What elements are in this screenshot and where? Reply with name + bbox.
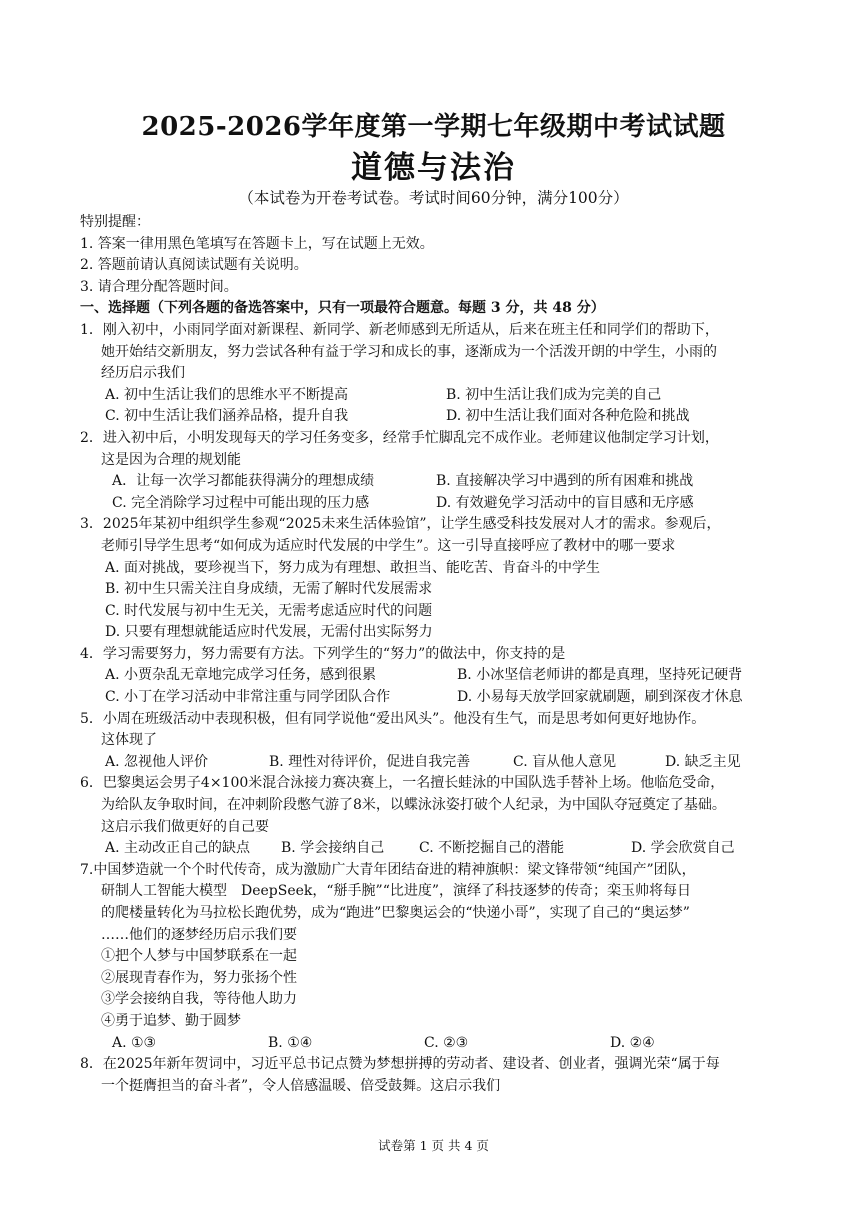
question-4-option-a: A. 小贾杂乱无章地完成学习任务，感到很累: [105, 667, 377, 684]
page-footer: 试卷第 1 页 共 4 页: [378, 1138, 489, 1153]
question-2-line: 2．进入初中后，小明发现每天的学习任务变多，经常手忙脚乱完不成作业。老师建议他制定学习计划，: [80, 429, 719, 446]
question-8-line: 8．在2025年新年贺词中，习近平总书记点赞为梦想拼搏的劳动者、建设者、创业者，强调光荣“属于每: [80, 1056, 720, 1073]
question-1-line: 1．刚入初中，小雨同学面对新课程、新同学、新老师感到无所适从，后来在班主任和同学们的帮助下，: [80, 321, 719, 338]
reminder-heading: 特别提醒：: [80, 214, 150, 230]
question-4-line: 4．学习需要努力，努力需要有方法。下列学生的“努力”的做法中，你支持的是: [80, 645, 566, 662]
question-3-option-b: B. 初中生只需关注自身成绩，无需了解时代发展需求: [105, 581, 433, 598]
question-5-line: 这体现了: [101, 732, 157, 749]
question-6-option-b: B. 学会接纳自己: [281, 840, 385, 857]
question-1-option-b: B. 初中生活让我们成为完美的自己: [446, 386, 662, 403]
question-3-option-d: D. 只要有理想就能适应时代发展，无需付出实际努力: [105, 624, 433, 641]
reminder-item: 3. 请合理分配答题时间。: [80, 278, 238, 295]
question-4-option-d: D. 小易每天放学回家就刷题，刷到深夜才休息: [457, 689, 743, 706]
question-1-line: 她开始结交新朋友，努力尝试各种有益于学习和成长的事，逐渐成为一个活泼开朗的中学生，小雨的: [101, 343, 717, 360]
question-2-option-c: C. 完全消除学习过程中可能出现的压力感: [112, 494, 370, 511]
question-4-option-b: B. 小冰坚信老师讲的都是真理，坚持死记硬背: [457, 667, 743, 684]
question-7-option-c: C. ②③: [424, 1034, 469, 1051]
question-5-option-b: B. 理性对待评价，促进自我完善: [269, 753, 471, 770]
question-6-option-c: C. 不断挖掘自己的潜能: [419, 840, 565, 857]
question-7-line: ……他们的逐梦经历启示我们要: [101, 926, 297, 943]
question-7-statement: ④勇于追梦、勤于圆梦: [101, 1012, 241, 1029]
question-6-line: 6．巴黎奥运会男子4×100米混合泳接力赛决赛上，一名擅长蛙泳的中国队选手替补上场。他临危受命，: [80, 775, 725, 792]
question-6-line: 这启示我们做更好的自己要: [101, 818, 269, 835]
question-7-option-a: A. ①③: [112, 1034, 157, 1051]
question-7-line: 研制人工智能大模型 DeepSeek，“掰手腕”“比进度”，演绎了科技逐梦的传奇；栾玉帅将每日: [101, 883, 692, 900]
section-heading: 一、选择题（下列各题的备选答案中，只有一项最符合题意。每题 3 分，共 48 分）: [80, 300, 605, 317]
reminder-item: 1. 答案一律用黑色笔填写在答题卡上，写在试题上无效。: [80, 235, 434, 252]
question-2-option-d: D. 有效避免学习活动中的盲目感和无序感: [436, 494, 694, 511]
exam-title: 2025-2026学年度第一学期七年级期中考试试题: [141, 112, 726, 142]
reminder-item: 2. 答题前请认真阅读试题有关说明。: [80, 257, 308, 274]
question-7-option-b: B. ①④: [268, 1034, 313, 1051]
question-1-option-d: D. 初中生活让我们面对各种危险和挑战: [446, 408, 690, 425]
exam-content: [80, 212, 800, 1097]
question-6-line: 为给队友争取时间，在冲刺阶段憋气游了8米，以蝶泳泳姿打破个人纪录，为中国队夺冠奠定了基础。: [101, 797, 726, 814]
subject-title: 道德与法治: [351, 150, 516, 186]
question-1-option-a: A. 初中生活让我们的思维水平不断提高: [105, 386, 349, 403]
question-5-option-d: D. 缺乏主见: [665, 753, 741, 770]
question-4-option-c: C. 小丁在学习活动中非常注重与同学团队合作: [105, 689, 391, 706]
question-1-option-c: C. 初中生活让我们涵养品格，提升自我: [105, 408, 349, 425]
question-6-option-d: D. 学会欣赏自己: [631, 840, 735, 857]
question-5-line: 5．小周在班级活动中表现积极，但有同学说他“爱出风头”。他没有生气，而是思考如何更好地协作。: [80, 710, 706, 727]
exam-note: （本试卷为开卷考试卷。考试时间60分钟，满分100分）: [238, 189, 629, 207]
question-7-statement: ②展现青春作为，努力张扬个性: [101, 969, 297, 986]
question-7-statement: ③学会接纳自我，等待他人助力: [101, 991, 297, 1008]
question-7-line: 7.中国梦造就一个个时代传奇，成为激励广大青年团结奋进的精神旗帜：梁文锋带领“纯国产”团队，: [80, 861, 696, 878]
question-8-line: 一个挺膺担当的奋斗者”，令人倍感温暖、倍受鼓舞。这启示我们: [101, 1077, 501, 1094]
question-5-option-a: A. 忽视他人评价: [105, 753, 209, 770]
question-6-option-a: A. 主动改正自己的缺点: [105, 840, 251, 857]
question-7-statement: ①把个人梦与中国梦联系在一起: [101, 948, 297, 965]
question-7-line: 的爬楼量转化为马拉松长跑优势，成为“跑进”巴黎奥运会的“快递小哥”，实现了自己的“奥运梦”: [101, 905, 690, 921]
question-1-line: 经历启示我们: [101, 365, 185, 382]
question-2-option-b: B. 直接解决学习中遇到的所有困难和挑战: [436, 473, 694, 490]
question-3-line: 老师引导学生思考“如何成为适应时代发展的中学生”。这一引导直接呼应了教材中的哪一要求: [101, 537, 676, 554]
question-3-line: 3．2025年某初中组织学生参观“2025未来生活体验馆”，让学生感受科技发展对人才的需求。参观后，: [80, 516, 721, 533]
question-2-option-a: A．让每一次学习都能获得满分的理想成绩: [112, 473, 375, 490]
question-3-option-c: C. 时代发展与初中生无关，无需考虑适应时代的问题: [105, 602, 433, 619]
question-7-option-d: D. ②④: [610, 1034, 655, 1051]
question-3-option-a: A. 面对挑战，要珍视当下，努力成为有理想、敢担当、能吃苦、肯奋斗的中学生: [105, 559, 601, 576]
question-2-line: 这是因为合理的规划能: [101, 451, 241, 468]
question-5-option-c: C. 盲从他人意见: [513, 753, 617, 770]
